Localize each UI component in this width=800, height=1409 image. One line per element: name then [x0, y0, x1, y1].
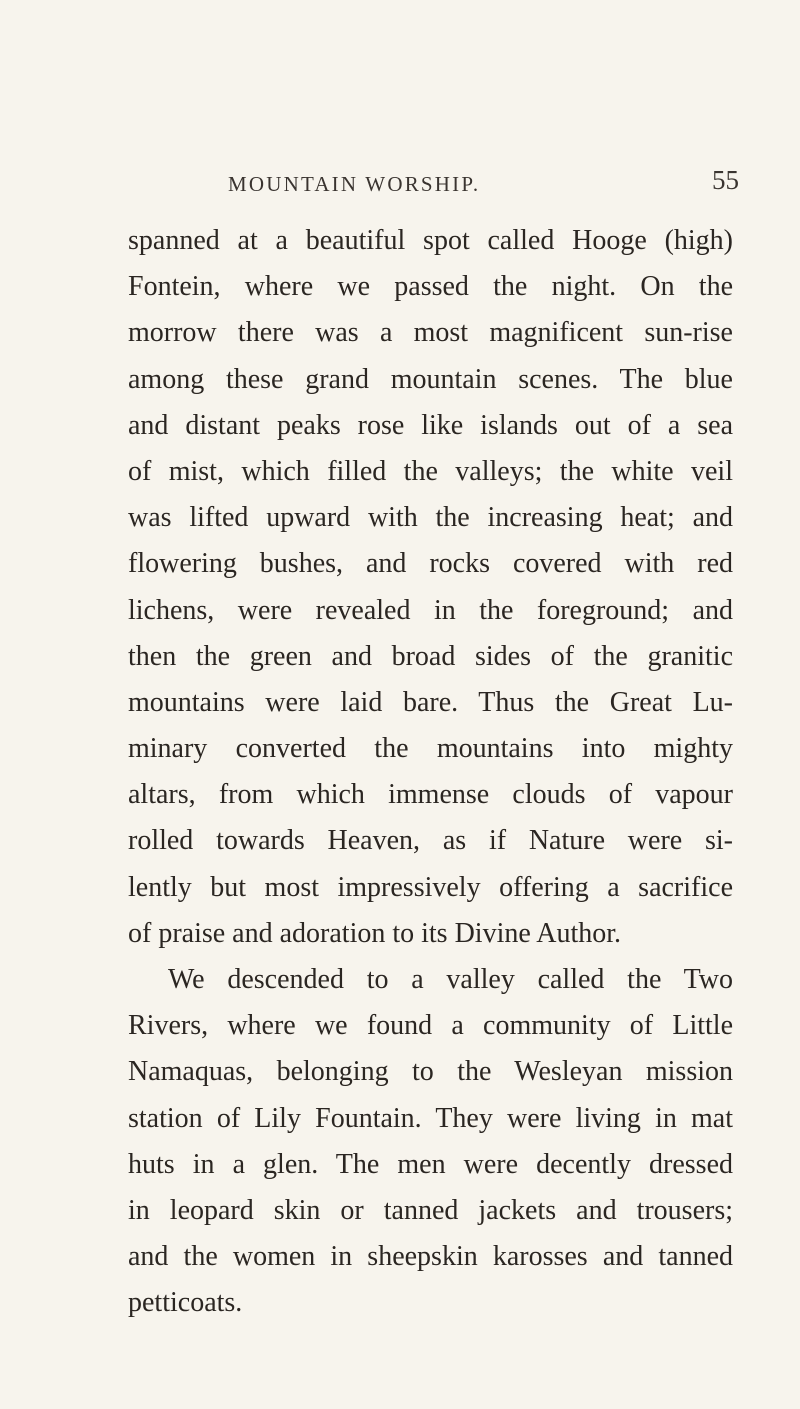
text-line-paragraph-start: We descended to a valley called the Two — [168, 964, 733, 995]
text-line: lently but most impressively offering a sacrifice — [128, 871, 733, 903]
text-line: Namaquas, belonging to the Wesleyan mission — [128, 1056, 733, 1088]
body-text — [128, 218, 733, 1327]
text-line: spanned at a beautiful spot called Hooge (high) — [128, 225, 733, 256]
page-number: 55 — [712, 165, 739, 195]
text-line: morrow there was a most magnificent sun-rise — [128, 317, 733, 349]
text-line: of praise and adoration to its Divine Author. — [128, 917, 622, 949]
text-line: station of Lily Fountain. They were living in mat — [128, 1102, 733, 1134]
text-line: and distant peaks rose like islands out of a sea — [128, 409, 733, 441]
text-line: petticoats. — [128, 1287, 243, 1319]
text-line: Fontein, where we passed the night. On the — [128, 271, 733, 303]
text-line: altars, from which immense clouds of vapour — [128, 779, 733, 811]
text-line: mountains were laid bare. Thus the Great Lu- — [128, 686, 733, 718]
text-line: was lifted upward with the increasing heat; and — [128, 502, 733, 534]
running-head-title: MOUNTAIN WORSHIP. — [228, 172, 481, 196]
text-line: of mist, which filled the valleys; the white veil — [128, 455, 733, 487]
text-line: among these grand mountain scenes. The blue — [128, 363, 733, 395]
text-line: flowering bushes, and rocks covered with red — [128, 548, 733, 580]
text-line: in leopard skin or tanned jackets and trousers; — [128, 1194, 733, 1226]
text-line: Rivers, where we found a community of Little — [128, 1010, 733, 1042]
text-line: and the women in sheepskin karosses and tanned — [128, 1241, 733, 1273]
text-line: lichens, were revealed in the foreground; and — [128, 594, 733, 626]
text-line: huts in a glen. The men were decently dressed — [128, 1148, 733, 1180]
text-line: minary converted the mountains into mighty — [128, 733, 733, 765]
text-line: then the green and broad sides of the granitic — [128, 640, 733, 672]
text-line: rolled towards Heaven, as if Nature were si- — [128, 825, 733, 857]
